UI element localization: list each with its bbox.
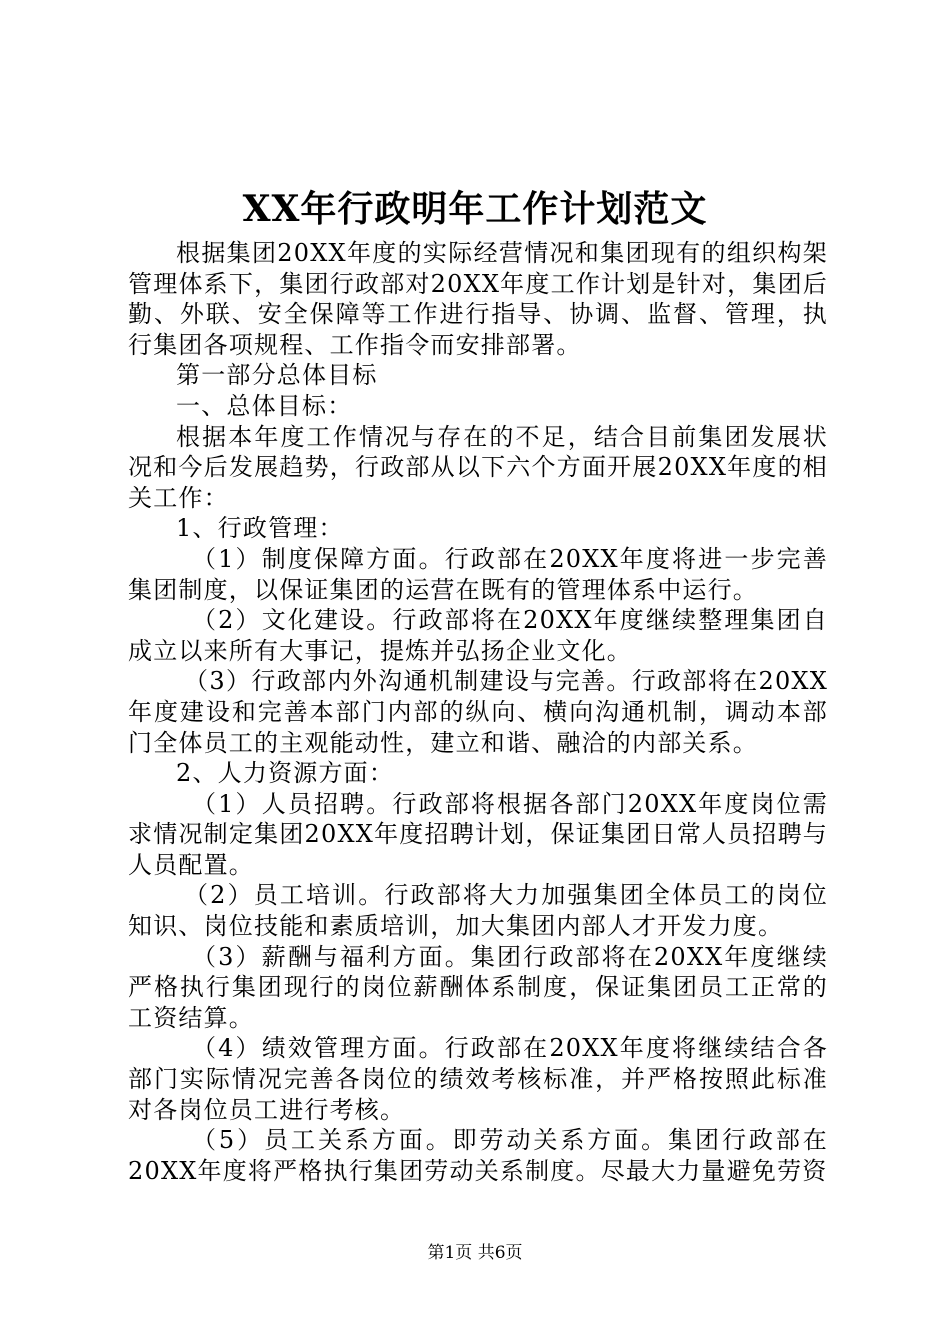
paragraph: 根据本年度工作情况与存在的不足，结合目前集团发展状况和今后发展趋势，行政部从以下六个方面开展20XX年度的相关工作： (128, 422, 828, 512)
list-item: （3）行政部内外沟通机制建设与完善。行政部将在20XX年度建设和完善本部门内部的纵向、横向沟通机制，调动本部门全体员工的主观能动性，建立和谐、融洽的内部关系。 (128, 667, 828, 757)
page-footer: 第1页 共6页 (427, 1243, 523, 1263)
list-item: （3）薪酬与福利方面。集团行政部将在20XX年度继续严格执行集团现行的岗位薪酬体系制度，保证集团员工正常的工资结算。 (128, 942, 828, 1032)
paragraph-intro: 根据集团20XX年度的实际经营情况和集团现有的组织构架管理体系下，集团行政部对20XX年度工作计划是针对，集团后勤、外联、安全保障等工作进行指导、协调、监督、管理，执行集团各项规程、工作指令而安排部署。 (128, 239, 828, 359)
document-title: XX年行政明年工作计划范文 (242, 188, 708, 230)
list-item: （2）文化建设。行政部将在20XX年度继续整理集团自成立以来所有大事记，提炼并弘扬企业文化。 (128, 606, 828, 665)
subsection-heading: 一、总体目标： (176, 391, 353, 420)
list-item: （2）员工培训。行政部将大力加强集团全体员工的岗位知识、岗位技能和素质培训，加大集团内部人才开发力度。 (128, 881, 828, 941)
document-body (128, 238, 828, 1186)
list-item: （1）制度保障方面。行政部在20XX年度将进一步完善集团制度，以保证集团的运营在既有的管理体系中运行。 (128, 544, 828, 604)
section-heading: 第一部分总体目标 (176, 361, 378, 390)
list-heading: 2、人力资源方面： (176, 759, 395, 788)
list-heading: 1、行政管理： (176, 514, 344, 543)
list-item: （5）员工关系方面。即劳动关系方面。集团行政部在20XX年度将严格执行集团劳动关系制度。尽最大力量避免劳资 (128, 1126, 828, 1185)
list-item: （4）绩效管理方面。行政部在20XX年度将继续结合各部门实际情况完善各岗位的绩效考核标准，并严格按照此标准对各岗位员工进行考核。 (128, 1034, 828, 1124)
list-item: （1）人员招聘。行政部将根据各部门20XX年度岗位需求情况制定集团20XX年度招聘计划，保证集团日常人员招聘与人员配置。 (128, 789, 828, 879)
